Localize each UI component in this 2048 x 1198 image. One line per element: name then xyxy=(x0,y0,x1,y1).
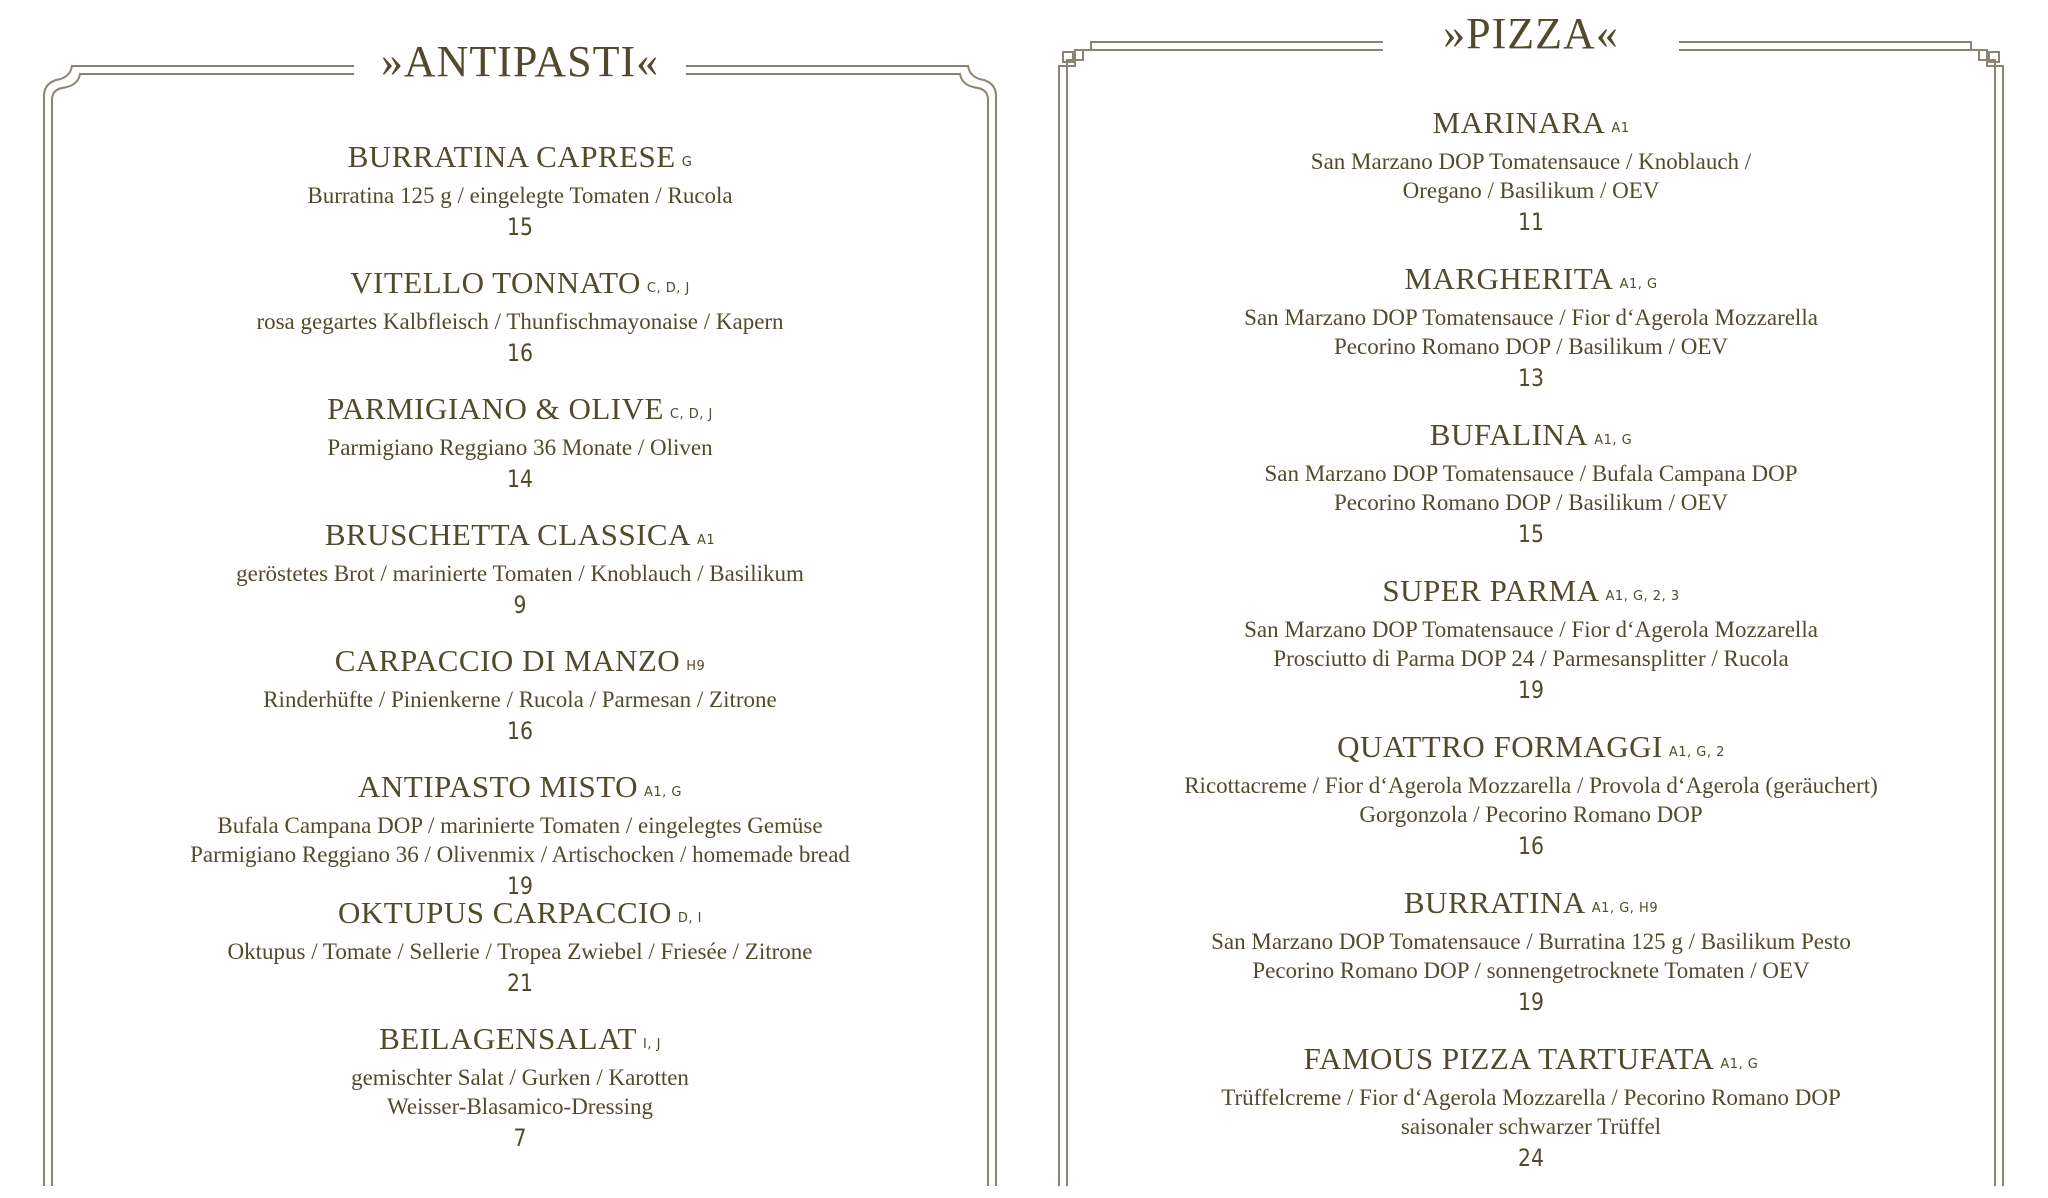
menu-item-allergens: A1, G, 2, 3 xyxy=(1605,589,1680,604)
menu-item-description: San Marzano DOP Tomatensauce / Burratina 125 g / Basilikum Pesto xyxy=(1211,929,1851,954)
menu-item-name: BRUSCHETTA CLASSICA xyxy=(324,517,691,552)
menu-item-price: 19 xyxy=(1518,988,1544,1016)
pizza-menu-item xyxy=(1055,1042,2007,1198)
menu-item-heading xyxy=(1055,1042,2007,1083)
menu-item-name: BURRATINA xyxy=(1403,885,1586,920)
menu-item-name: CARPACCIO DI MANZO xyxy=(334,643,681,678)
menu-item-price: 7 xyxy=(513,1124,527,1152)
antipasti-menu-item xyxy=(40,1021,1000,1152)
antipasti-menu-item xyxy=(40,769,1000,900)
menu-item-description: Pecorino Romano DOP / Basilikum / OEV xyxy=(1334,490,1728,515)
antipasti-menu-item xyxy=(40,518,1000,644)
menu-item-name: SUPER PARMA xyxy=(1382,573,1600,608)
menu-item-heading xyxy=(1055,730,2007,771)
menu-item-description: Trüffelcreme / Fior d‘Agerola Mozzarella / Pecorino Romano DOP xyxy=(1221,1085,1841,1110)
pizza-title: »PIZZA« xyxy=(1443,9,1619,58)
menu-item-price: 24 xyxy=(1518,1144,1544,1172)
pizza-menu-item xyxy=(1055,574,2007,730)
menu-item-description: Burratina 125 g / eingelegte Tomaten / Rucola xyxy=(307,183,733,208)
menu-item-heading xyxy=(1055,418,2007,459)
menu-item-allergens: C, D, J xyxy=(669,407,713,422)
menu-item-description: San Marzano DOP Tomatensauce / Knoblauch / xyxy=(1310,149,1752,174)
menu-item-description: Bufala Campana DOP / marinierte Tomaten / eingelegtes Gemüse xyxy=(217,813,823,838)
menu-item-description: Oregano / Basilikum / OEV xyxy=(1402,178,1660,203)
menu-item-description: Oktupus / Tomate / Sellerie / Tropea Zwiebel / Friesée / Zitrone xyxy=(227,939,813,964)
menu-item-description: saisonaler schwarzer Trüffel xyxy=(1400,1114,1662,1139)
menu-item-description: Pecorino Romano DOP / sonnengetrocknete Tomaten / OEV xyxy=(1252,958,1810,983)
menu-item-price: 16 xyxy=(507,717,533,745)
menu-item-allergens: H9 xyxy=(686,659,706,674)
menu-item-price: 11 xyxy=(1518,208,1544,236)
pizza-menu-item xyxy=(1055,262,2007,418)
menu-item-allergens: A1, G xyxy=(1619,277,1658,292)
pizza-menu-item xyxy=(1055,730,2007,886)
menu-item-description: San Marzano DOP Tomatensauce / Fior d‘Agerola Mozzarella xyxy=(1244,617,1818,642)
menu-item-name: MARINARA xyxy=(1432,105,1606,140)
pizza-menu-item xyxy=(1055,886,2007,1042)
menu-item-price: 15 xyxy=(507,213,533,241)
antipasti-menu-item xyxy=(40,140,1000,266)
menu-item-price: 14 xyxy=(507,465,533,493)
menu-item-price: 16 xyxy=(507,339,533,367)
menu-item-name: QUATTRO FORMAGGI xyxy=(1337,729,1663,764)
menu-item-description: Pecorino Romano DOP / Basilikum / OEV xyxy=(1334,334,1728,359)
menu-item-description: gemischter Salat / Gurken / Karotten xyxy=(351,1065,689,1090)
menu-item-description: San Marzano DOP Tomatensauce / Bufala Campana DOP xyxy=(1264,461,1798,486)
menu-item-allergens: A1 xyxy=(1611,121,1630,136)
menu-item-name: MARGHERITA xyxy=(1404,261,1614,296)
antipasti-menu-item xyxy=(40,896,1000,1022)
menu-item-name: BEILAGENSALAT xyxy=(379,1021,637,1056)
menu-item-price: 15 xyxy=(1518,520,1544,548)
antipasti-menu-item xyxy=(40,266,1000,392)
menu-item-allergens: A1, G, 2 xyxy=(1668,745,1725,760)
menu-item-name: OKTUPUS CARPACCIO xyxy=(338,895,672,930)
menu-item-heading xyxy=(40,770,1000,811)
menu-item-price: 13 xyxy=(1518,364,1544,392)
menu-item-description: rosa gegartes Kalbfleisch / Thunfischmayonaise / Kapern xyxy=(256,309,784,334)
menu-item-price: 19 xyxy=(507,872,533,900)
antipasti-section xyxy=(40,0,1000,1186)
menu-item-name: FAMOUS PIZZA TARTUFATA xyxy=(1303,1041,1715,1076)
menu-item-heading xyxy=(40,518,1000,559)
menu-item-price: 9 xyxy=(513,591,527,619)
pizza-list xyxy=(1055,106,2007,1198)
antipasti-menu-item xyxy=(40,392,1000,518)
menu-item-description: Parmigiano Reggiano 36 / Olivenmix / Artischocken / homemade bread xyxy=(190,842,850,867)
antipasti-list xyxy=(40,139,1000,1152)
menu-item-allergens: G xyxy=(681,155,693,170)
menu-item-heading xyxy=(40,140,1000,181)
menu-item-description: Gorgonzola / Pecorino Romano DOP xyxy=(1359,802,1703,827)
menu-item-heading xyxy=(1055,886,2007,927)
menu-item-price: 16 xyxy=(1518,832,1544,860)
menu-item-allergens: A1, G xyxy=(1594,433,1633,448)
menu-item-allergens: C, D, J xyxy=(646,281,690,296)
menu-item-name: VITELLO TONNATO xyxy=(350,265,641,300)
menu-item-description: geröstetes Brot / marinierte Tomaten / Knoblauch / Basilikum xyxy=(236,561,804,586)
menu-item-description: Ricottacreme / Fior d‘Agerola Mozzarella / Provola d‘Agerola (geräuchert) xyxy=(1184,773,1878,798)
menu-item-heading xyxy=(1055,262,2007,303)
antipasti-menu-item xyxy=(40,644,1000,770)
menu-item-heading xyxy=(40,644,1000,685)
menu-item-name: PARMIGIANO & OLIVE xyxy=(327,391,664,426)
menu-item-price: 19 xyxy=(1518,676,1544,704)
menu-item-allergens: A1 xyxy=(697,533,716,548)
menu-item-description: Parmigiano Reggiano 36 Monate / Oliven xyxy=(327,435,713,460)
menu-item-price: 21 xyxy=(507,969,533,997)
menu-item-description: Weisser-Blasamico-Dressing xyxy=(387,1094,653,1119)
menu-item-heading xyxy=(40,1022,1000,1063)
antipasti-title: »ANTIPASTI« xyxy=(380,37,660,86)
menu-item-name: BUFALINA xyxy=(1429,417,1589,452)
pizza-menu-item xyxy=(1055,418,2007,574)
menu-item-heading xyxy=(1055,574,2007,615)
menu-item-heading xyxy=(40,392,1000,433)
pizza-menu-item xyxy=(1055,106,2007,262)
menu-item-allergens: D, I xyxy=(677,911,702,926)
pizza-section xyxy=(1055,0,2007,1186)
menu-item-description: San Marzano DOP Tomatensauce / Fior d‘Agerola Mozzarella xyxy=(1244,305,1818,330)
menu-item-allergens: A1, G xyxy=(643,785,682,800)
menu-item-allergens: I, J xyxy=(642,1037,661,1052)
menu-item-allergens: A1, G, H9 xyxy=(1591,901,1659,916)
menu-item-description: Rinderhüfte / Pinienkerne / Rucola / Parmesan / Zitrone xyxy=(263,687,777,712)
menu-item-heading xyxy=(1055,106,2007,147)
menu-item-description: Prosciutto di Parma DOP 24 / Parmesansplitter / Rucola xyxy=(1273,646,1789,671)
menu-item-heading xyxy=(40,266,1000,307)
menu-item-name: BURRATINA CAPRESE xyxy=(347,139,676,174)
menu-item-name: ANTIPASTO MISTO xyxy=(358,769,638,804)
menu-item-allergens: A1, G xyxy=(1720,1057,1759,1072)
